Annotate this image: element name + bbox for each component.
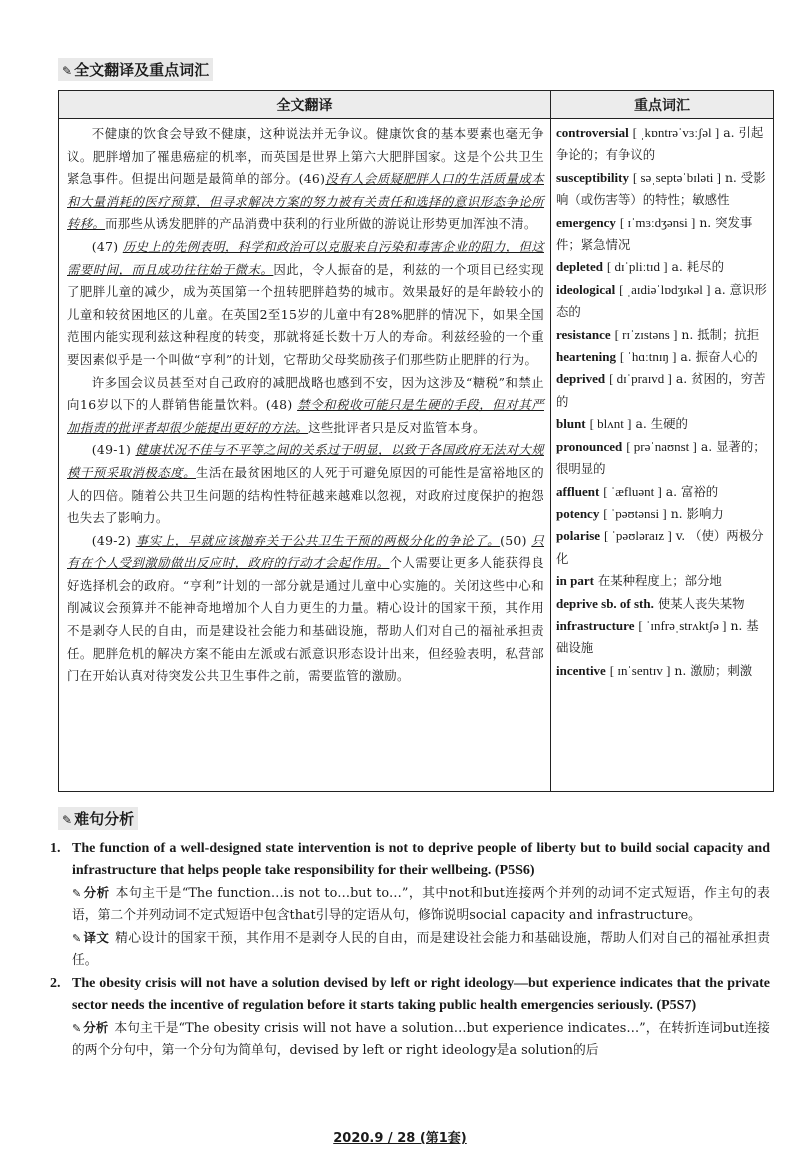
vocab-word: heartening [556,349,616,365]
vocab-entry [556,525,769,570]
vocab-word: deprived [556,371,606,387]
vocab-definition: n. 突发事件；紧急情况 [556,214,753,253]
vocab-definition: n. 激励；刺激 [674,662,753,678]
vocab-entry [556,279,769,324]
vocab-word: susceptibility [556,169,629,185]
vocab-entry [556,503,769,525]
translation-paragraph [67,123,544,236]
section-title-analysis [58,807,138,830]
vocab-word: incentive [556,662,606,678]
column-header-vocab: 重点词汇 [551,91,774,119]
vocab-entry [556,167,769,212]
vocab-phonetic: [ ˈɪnfrəˌstrʌktʃə ] [638,617,727,633]
translation-cell [59,119,551,792]
analysis-item [50,973,770,1062]
pen-icon: ✎ [72,887,82,900]
translation-label: 译文 [83,930,110,945]
analysis-text [72,1017,770,1062]
underlined-sentence: 健康状况不佳与不平等之间的关系过于明显，以致于各国政府无法对大规模干预采取消极态度。 [67,442,544,480]
vocab-phonetic: [ ˈæfluənt ] [603,483,662,499]
analysis-body: 本句主干是“The obesity crisis will not have a solution…but experience indicates…”，在转折连词but连接的两个分句中，第一个分句为简单句，devised by left or right ideology是a solution的后 [72,1021,770,1058]
underlined-sentence: 没有人会质疑肥胖人口的生活质量成本和大量消耗的医疗预算，但寻求解决方案的努力被有关责任和选择的意识形态争论所转移。 [67,171,544,232]
vocab-word: controversial [556,125,629,140]
translation-paragraph [67,439,544,529]
vocab-phonetic: [ ɪˈmɜːdʒənsi ] [619,214,696,230]
vocab-word: polarise [556,528,601,544]
sentence-segment: 生活在最贫困地区的人死于可避免原因的可能性是富裕地区的人的四倍。随着公共卫生问题的结构性特征越来越难以忽视，对政府过度保护的抱怨也失去了影响力。 [67,464,545,526]
vocab-entry [556,122,769,167]
vocab-definition: n. 抵制；抗拒 [681,326,760,342]
vocab-word: deprive sb. of sth. [556,595,654,611]
sentence-segment: (50) [500,532,532,548]
vocab-definition: n. 基础设施 [556,617,759,656]
vocab-definition: a. 生硬的 [635,416,688,432]
vocab-definition: v. （使）两极分化 [556,528,764,566]
analysis-label: 分析 [83,885,110,900]
sentence-analysis-list [50,838,770,1063]
vocab-entry [556,346,769,368]
analysis-text [72,882,770,927]
english-sentence: The function of a well-designed state intervention is not to deprive people of liberty but to build social capacity and infrastructure that helps people take responsibility for their wellbeing. (P5S6) [72,841,770,878]
analysis-body: 本句主干是“The function…is not to…but to…”，其中not和but连接两个并列的动词不定式短语，作主句的表语，第二个并列动词不定式短语中包含that引导的定语从句，修饰说明social capacity and infrastructure。 [72,886,770,923]
english-sentence: The obesity crisis will not have a solution devised by left or right ideology—but experience indicates that the private sector needs the incentive of regulation before it starts taking public health emergencies seriously. (P5S7) [72,976,770,1013]
vocab-definition: a. 引起争论的；有争议的 [556,125,764,163]
vocab-entry [556,368,769,413]
vocab-phonetic: [ səˌseptəˈbɪləti ] [632,169,721,185]
vocab-word: blunt [556,416,586,432]
vocab-word: in part [556,573,594,589]
vocab-phonetic: [ ˈpəʊtənsi ] [603,505,667,521]
vocab-phonetic: [ rɪˈzɪstəns ] [614,326,678,342]
pen-icon: ✎ [62,813,73,827]
underlined-sentence: 只有在个人受到激励做出反应时，政府的行动才会起作用。 [67,532,545,571]
vocab-word: infrastructure [556,617,635,633]
analysis-item [50,838,770,972]
vocab-phonetic: [ blʌnt ] [589,416,632,432]
underlined-sentence: 禁令和税收可能只是生硬的手段，但对其严加指责的批评者却很少能提出更好的方法。 [67,397,544,435]
translation-paragraph [67,236,544,372]
vocab-entry [556,570,769,592]
sentence-segment: 许多国会议员甚至对自己政府的减肥战略也感到不安，因为这涉及“糖税”和禁止向16岁以下的人群销售能量饮料。(48) [67,374,544,413]
vocab-entry [556,212,769,257]
vocab-phonetic: [ dɪˈpraɪvd ] [609,371,672,387]
vocab-word: depleted [556,259,603,275]
vocab-definition: a. 贫困的，穷苦的 [556,371,766,409]
vocab-word: pronounced [556,438,623,454]
item-number: 2. [50,976,61,991]
vocab-definition: 使某人丧失某物 [657,595,745,611]
page-footer [0,1127,800,1146]
underlined-sentence: 事实上，早就应该抛弃关于公共卫生干预的两极分化的争论了。 [135,532,501,548]
vocab-entry [556,256,769,278]
item-number: 1. [50,841,61,856]
vocab-word: potency [556,505,600,521]
vocab-word: ideological [556,281,616,297]
vocab-phonetic: [ dɪˈpliːtɪd ] [606,259,668,275]
vocab-definition: n. 影响力 [670,505,724,521]
sentence-segment: 不健康的饮食会导致不健康，这种说法并无争议。健康饮食的基本要素也毫无争议。肥胖增加了罹患癌症的机率，而英国是世界上第六大肥胖国家。这是个公共卫生紧急事件。但提出问题是最简单的部分。(46) [67,126,544,187]
analysis-label: 分析 [83,1020,109,1035]
section-title-translation [58,58,213,81]
vocab-phonetic: [ ˈpəʊləraɪz ] [604,528,672,544]
sentence-segment: 因此，令人振奋的是，利兹的一个项目已经实现了肥胖儿童的减少，成为英国第一个扭转肥胖趋势的城市。效果最好的是年龄较小的儿童和较贫困地区的儿童。在英国2至15岁的儿童中有28%肥胖的情况下，如果全国范围内能实现利兹这种程度的转变，那就将延长数十万人的寿命。利兹经验的一个重要因素似乎是一个叫做“亨利”的计划，它帮助父母奖励孩子们那些防止肥胖的行为。 [67,261,544,367]
sentence-segment: 个人需要让更多人能获得良好选择机会的政府。“亨利”计划的一部分就是通过儿童中心实施的。关闭这些中心和削减议会预算并不能神奇地增加个人自力更生的力量。精心设计的国家干预，其作用不是剥夺人民的自由，而是建设社会能力和基础设施，帮助人们对自己的福祉承担责任。肥胖危机的解决方案不能由左派或右派意识形态设计出来，但经验表明，私营部门在开始认真对待突发公共卫生事件之前，需要监管的激励。 [67,555,544,684]
vocab-phonetic: [ ˌaɪdiəˈlɒdʒɪkəl ] [619,281,711,297]
vocab-word: emergency [556,214,616,230]
sentence-segment: (49-2) [91,532,136,548]
vocab-entry [556,660,769,682]
translation-vocab-table [58,90,774,792]
translation-paragraph [67,530,544,688]
vocab-definition: a. 意识形态的 [556,281,767,320]
sentence-segment: 这些批评者只是反对监管本身。 [308,419,486,435]
vocab-word: affluent [556,483,600,499]
sentence-segment: (47) [91,238,123,254]
column-header-translation: 全文翻译 [59,91,551,119]
translation-text [72,927,770,972]
section-title-text: 全文翻译及重点词汇 [74,61,210,79]
vocab-definition: n. 受影响（或伤害等）的特性；敏感性 [556,169,766,208]
vocab-phonetic: [ ˈhɑːtnɪŋ ] [619,349,677,365]
vocab-entry [556,436,769,481]
translation-paragraph [67,372,544,440]
vocab-entry [556,324,769,346]
vocab-entry [556,593,769,615]
pen-icon: ✎ [72,932,82,945]
vocab-word: resistance [556,326,611,342]
section-title-text: 难句分析 [74,810,135,828]
pen-icon: ✎ [62,64,73,78]
vocab-definition: a. 振奋人心的 [680,349,758,365]
vocab-entry [556,615,769,660]
vocab-phonetic: [ ˌkɒntrəˈvɜːʃəl ] [632,125,720,140]
vocab-cell [551,119,774,792]
vocab-phonetic: [ ɪnˈsentɪv ] [609,662,671,678]
vocab-definition: a. 耗尽的 [671,259,724,275]
vocab-entry [556,481,769,503]
vocab-entry [556,413,769,435]
underlined-sentence: 历史上的先例表明，科学和政治可以克服来自污染和毒害企业的阻力，但这需要时间，而且成功往往始于微末。 [67,238,544,277]
footer-text: 2020.9 / 28 (第1套) [333,1131,467,1146]
translation-body: 精心设计的国家干预，其作用不是剥夺人民的自由，而是建设社会能力和基础设施，帮助人们对自己的福祉承担责任。 [72,931,770,968]
sentence-segment: 而那些从诱发肥胖的产品消费中获利的行业所做的游说让形势更加浑浊不清。 [105,216,537,232]
pen-icon: ✎ [72,1022,82,1035]
vocab-definition: a. 富裕的 [665,483,719,499]
vocab-definition: a. 显著的；很明显的 [556,438,766,477]
sentence-segment: (49-1) [91,442,136,458]
vocab-definition: 在某种程度上；部分地 [597,573,722,589]
vocab-phonetic: [ prəˈnaʊnst ] [626,438,697,454]
